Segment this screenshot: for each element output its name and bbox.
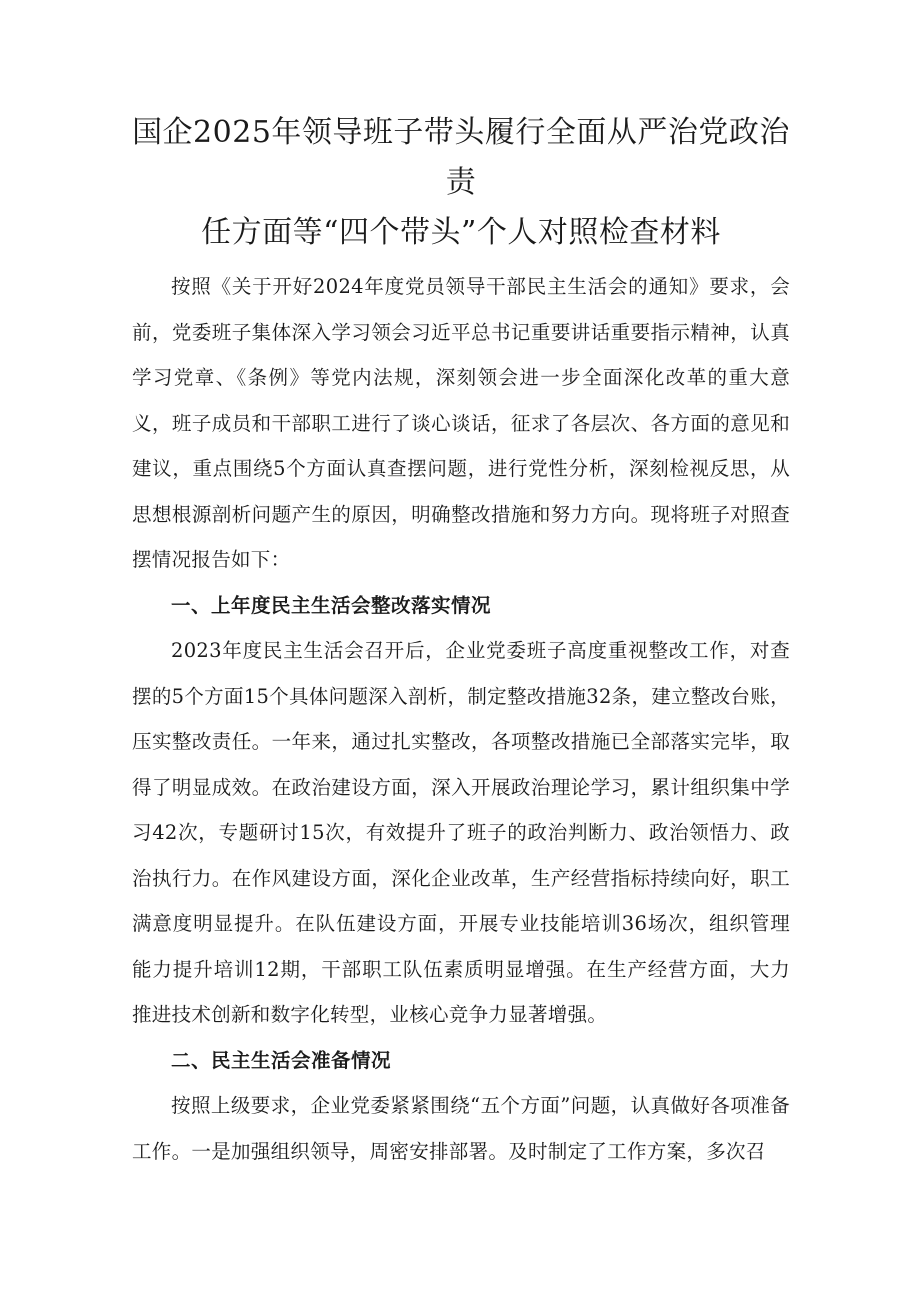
document-title-line-2: 任方面等“四个带头”个人对照检查材料 xyxy=(201,215,721,250)
section-2-heading: 二、民主生活会准备情况 xyxy=(171,1048,392,1072)
section-1-heading: 一、上年度民主生活会整改落实情况 xyxy=(171,593,492,617)
intro-paragraph: 按照《关于开好2024年度党员领导干部民主生活会的通知》要求，会前，党委班子集体深入学习领会习近平总书记重要讲话重要指示精神，认真学习党章、《条例》等党内法规，深刻领会进一步全面深化改革的重大意义，班子成员和干部职工进行了谈心谈话，征求了各层次、各方面的意见和建议，重点围绕5个方面认真查摆问题，进行党性分析，深刻检视反思，从思想根源剖析问题产生的原因，明确整改措施和努力方向。现将班子对照查摆情况报告如下： xyxy=(132,275,790,571)
section-2-paragraph: 按照上级要求，企业党委紧紧围绕“五个方面”问题，认真做好各项准备工作。一是加强组织领导，周密安排部署。及时制定了工作方案，多次召 xyxy=(132,1094,790,1163)
section-1-paragraph: 2023年度民主生活会召开后，企业党委班子高度重视整改工作，对查摆的5个方面15个具体问题深入剖析，制定整改措施32条，建立整改台账，压实整改责任。一年来，通过扎实整改，各项整改措施已全部落实完毕，取得了明显成效。在政治建设方面，深入开展政治理论学习，累计组织集中学习42次，专题研讨15次，有效提升了班子的政治判断力、政治领悟力、政治执行力。在作风建设方面，深化企业改革，生产经营指标持续向好，职工满意度明显提升。在队伍建设方面，开展专业技能培训36场次，组织管理能力提升培训12期，干部职工队伍素质明显增强。在生产经营方面，大力推进技术创新和数字化转型，业核心竞争力显著增强。 xyxy=(132,639,790,1026)
document-title xyxy=(132,108,790,258)
document-title-line-1: 国企2025年领导班子带头履行全面从严治党政治责 xyxy=(132,115,790,200)
